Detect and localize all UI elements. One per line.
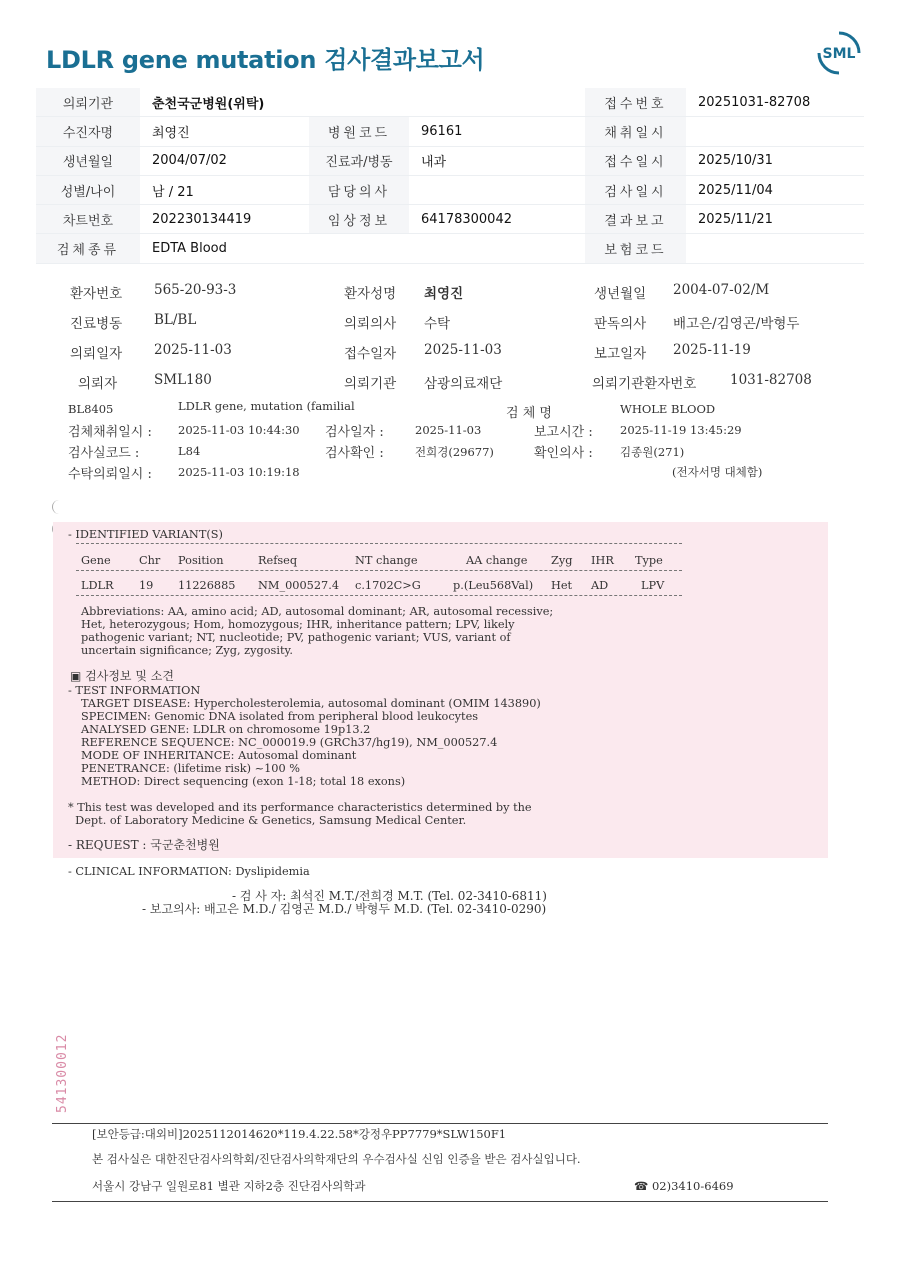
clinical-info: 64178300042 xyxy=(409,205,585,234)
ward: BL/BL xyxy=(154,312,197,328)
report-time: 2025-11-19 13:45:29 xyxy=(620,423,742,437)
label-report-date: 보고일자 xyxy=(594,346,647,362)
patient-name: 최영진 xyxy=(140,117,309,146)
department: 내과 xyxy=(409,146,585,175)
footer-divider xyxy=(52,1123,828,1124)
confirming-doctor: 김종원(271) xyxy=(620,445,685,459)
patient-number: 565-20-93-3 xyxy=(154,282,237,298)
receipt-date: 2025/10/31 xyxy=(686,146,864,175)
lab-code: L84 xyxy=(178,444,201,458)
label-requesting-institution: 의뢰기관 xyxy=(344,376,397,392)
referring-institution: 춘천국군병원(위탁) xyxy=(140,88,585,117)
table-row xyxy=(36,234,864,263)
abbrev-line: uncertain significance; Zyg, zygosity. xyxy=(81,644,293,657)
requester: SML180 xyxy=(154,372,212,388)
cell-gene: LDLR xyxy=(81,579,114,592)
footer-divider xyxy=(52,1201,828,1202)
test-info-line: REFERENCE SEQUENCE: NC_000019.9 (GRCh37/hg19), NM_000527.4 xyxy=(81,736,498,749)
clinical-info-line: - CLINICAL INFORMATION: Dyslipidemia xyxy=(68,865,310,878)
label-birth-date: 생년월일 xyxy=(36,146,140,175)
col-aa-change: AA change xyxy=(466,554,528,567)
label-chart-number: 차트번호 xyxy=(36,205,140,234)
test-info-line: SPECIMEN: Genomic DNA isolated from peripheral blood leukocytes xyxy=(81,710,479,723)
tester-line: - 검 사 자: 최석진 M.T./전희경 M.T. (Tel. 02-3410-6811) xyxy=(232,889,547,903)
abbrev-line: pathogenic variant; NT, nucleotide; PV, pathogenic variant; VUS, variant of xyxy=(81,631,511,644)
disclaimer-line: * This test was developed and its performance characteristics determined by the xyxy=(68,801,532,814)
specimen-type: EDTA Blood xyxy=(140,234,585,263)
label-receipt-number: 접수번호 xyxy=(585,88,686,117)
divider xyxy=(76,595,682,596)
variants-heading: - IDENTIFIED VARIANT(S) xyxy=(68,528,223,541)
test-code: BL8405 xyxy=(68,402,114,416)
hospital-code: 96161 xyxy=(409,117,585,146)
label-reading-doctor: 판독의사 xyxy=(594,316,647,332)
label-request-date: 의뢰일자 xyxy=(70,346,123,362)
reporter-line: - 보고의사: 배고은 M.D./ 김영곤 M.D./ 박형두 M.D. (Tel. 02-3410-0290) xyxy=(142,902,547,916)
request-date: 2025-11-03 xyxy=(154,342,232,358)
verified-by: 전희경(29677) xyxy=(415,445,494,459)
table-row xyxy=(36,205,864,234)
label-result-report: 결과보고 xyxy=(585,205,686,234)
label-clinical-info: 임상정보 xyxy=(309,205,409,234)
label-requester: 의뢰자 xyxy=(78,376,118,392)
label-patient-number: 환자번호 xyxy=(70,286,123,302)
label-accept-date: 접수일자 xyxy=(344,346,397,362)
address-line: 서울시 강남구 일원로81 별관 지하2층 진단검사의학과 xyxy=(92,1179,366,1193)
label-collect-time: 검체채취일시 : xyxy=(68,425,152,440)
cell-chr: 19 xyxy=(139,579,154,592)
col-type: Type xyxy=(635,554,663,567)
label-referring-institution: 의뢰기관 xyxy=(36,88,140,117)
col-zyg: Zyg xyxy=(551,554,573,567)
result-report: 2025/11/21 xyxy=(686,205,864,234)
requesting-institution: 삼광의료재단 xyxy=(424,376,503,392)
test-info-heading: ▣ 검사정보 및 소견 xyxy=(70,669,174,683)
label-collection-time: 채취일시 xyxy=(585,117,686,146)
table-row xyxy=(36,88,864,117)
cell-nt-change: c.1702C>G xyxy=(355,579,421,592)
label-referring-doctor: 의뢰의사 xyxy=(344,316,397,332)
col-chr: Chr xyxy=(139,554,161,567)
label-birth-date-2: 생년월일 xyxy=(594,286,647,302)
security-line: [보안등급:대외비]2025112014620*119.4.22.58*강정우PP7779*SLW150F1 xyxy=(92,1127,507,1141)
test-info-line: ANALYSED GENE: LDLR on chromosome 19p13.2 xyxy=(81,723,371,736)
request-info-table xyxy=(36,88,864,264)
label-patient-name: 수진자명 xyxy=(36,117,140,146)
accept-date: 2025-11-03 xyxy=(424,342,502,358)
birth-date: 2004/07/02 xyxy=(140,146,309,175)
test-info-line: PENETRANCE: (lifetime risk) ~100 % xyxy=(81,762,300,775)
test-info-line: TARGET DISEASE: Hypercholesterolemia, autosomal dominant (OMIM 143890) xyxy=(81,697,541,710)
test-info-line: MODE OF INHERITANCE: Autosomal dominant xyxy=(81,749,357,762)
referring-doctor: 수탁 xyxy=(424,316,451,332)
table-row xyxy=(36,175,864,204)
collection-time xyxy=(686,117,864,146)
label-entrust-time: 수탁의뢰일시 : xyxy=(68,467,152,482)
col-nt-change: NT change xyxy=(355,554,418,567)
request-line: - REQUEST : 국군춘천병원 xyxy=(68,838,220,852)
label-lab-code: 검사실코드 : xyxy=(68,446,140,461)
label-confirming-doctor: 확인의사 : xyxy=(534,446,593,461)
test-name: LDLR gene, mutation (familial xyxy=(178,399,355,413)
label-specimen-type: 검체종류 xyxy=(36,234,140,263)
label-insurance-code: 보험코드 xyxy=(585,234,686,263)
table-row xyxy=(36,117,864,146)
col-position: Position xyxy=(178,554,224,567)
sml-logo xyxy=(816,30,862,76)
test-info-subheading: - TEST INFORMATION xyxy=(68,684,201,697)
abbrev-line: Abbreviations: AA, amino acid; AD, autosomal dominant; AR, autosomal recessive; xyxy=(81,605,554,618)
label-ward: 진료병동 xyxy=(70,316,123,332)
receipt-number: 20251031-82708 xyxy=(686,88,864,117)
col-gene: Gene xyxy=(81,554,111,567)
patient-name-2: 최영진 xyxy=(424,286,464,302)
cell-zyg: Het xyxy=(551,579,573,592)
col-refseq: Refseq xyxy=(258,554,298,567)
divider xyxy=(76,543,682,544)
label-specimen-name: 검 체 명 xyxy=(506,406,552,421)
specimen-name: WHOLE BLOOD xyxy=(620,402,716,416)
label-test-date-2: 검사일자 : xyxy=(325,425,384,440)
institution-patient-number: 1031-82708 xyxy=(730,372,812,388)
test-date-2: 2025-11-03 xyxy=(415,423,482,437)
label-patient-name-2: 환자성명 xyxy=(344,286,397,302)
side-serial-text: 541300012 xyxy=(55,1033,70,1113)
report-date: 2025-11-19 xyxy=(673,342,751,358)
reading-doctor: 배고은/김영곤/박형두 xyxy=(673,316,800,332)
logo-text: SML xyxy=(822,46,856,62)
test-info-line: METHOD: Direct sequencing (exon 1-18; total 18 exons) xyxy=(81,775,406,788)
col-ihr: IHR xyxy=(591,554,614,567)
disclaimer-line: Dept. of Laboratory Medicine & Genetics, Samsung Medical Center. xyxy=(68,814,467,827)
test-date: 2025/11/04 xyxy=(686,175,864,204)
divider xyxy=(76,570,682,571)
certification-line: 본 검사실은 대한진단검사의학회/진단검사의학재단의 우수검사실 신임 인증을 받은 검사실입니다. xyxy=(92,1152,581,1166)
cell-type: LPV xyxy=(641,579,665,592)
report-title: LDLR gene mutation 검사결과보고서 xyxy=(46,46,485,74)
label-institution-patient-number: 의뢰기관환자번호 xyxy=(592,376,697,392)
margin-mark xyxy=(52,500,65,514)
abbrev-line: Het, heterozygous; Hom, homozygous; IHR, inheritance pattern; LPV, likely xyxy=(81,618,515,631)
cell-refseq: NM_000527.4 xyxy=(258,579,340,592)
cell-ihr: AD xyxy=(591,579,609,592)
cell-aa-change: p.(Leu568Val) xyxy=(453,579,534,592)
entrust-time: 2025-11-03 10:19:18 xyxy=(178,465,300,479)
birth-date-2: 2004-07-02/M xyxy=(673,282,770,298)
label-hospital-code: 병원코드 xyxy=(309,117,409,146)
label-report-time: 보고시간 : xyxy=(534,425,593,440)
chart-number: 202230134419 xyxy=(140,205,309,234)
attending-doctor xyxy=(409,175,585,204)
label-verified-by: 검사확인 : xyxy=(325,446,384,461)
label-department: 진료과/병동 xyxy=(309,146,409,175)
phone-line: ☎ 02)3410-6469 xyxy=(634,1179,734,1193)
cell-position: 11226885 xyxy=(178,579,236,592)
signature-note: (전자서명 대체함) xyxy=(672,465,763,479)
label-receipt-date: 접수일시 xyxy=(585,146,686,175)
label-test-date: 검사일시 xyxy=(585,175,686,204)
side-serial-number xyxy=(50,1005,72,1115)
collect-time: 2025-11-03 10:44:30 xyxy=(178,423,300,437)
label-attending-doctor: 담당의사 xyxy=(309,175,409,204)
sex-age: 남 / 21 xyxy=(140,175,309,204)
label-sex-age: 성별/나이 xyxy=(36,175,140,204)
table-row xyxy=(36,146,864,175)
insurance-code xyxy=(686,234,864,263)
